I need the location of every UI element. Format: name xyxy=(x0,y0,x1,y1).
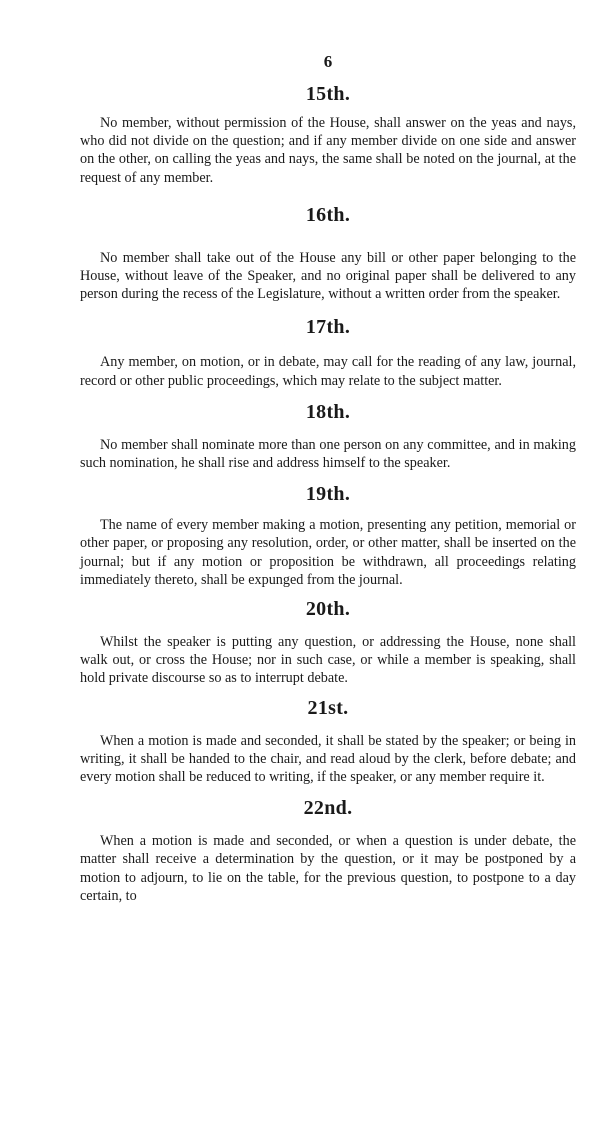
rule-17 xyxy=(80,315,576,389)
document-page xyxy=(80,52,576,905)
rule-heading: 17th. xyxy=(305,316,351,339)
rule-heading: 22nd. xyxy=(303,797,353,820)
rule-15 xyxy=(80,82,576,187)
rule-20 xyxy=(80,597,576,688)
rule-heading: 19th. xyxy=(305,483,351,506)
page-number: 6 xyxy=(323,52,333,71)
rule-heading: 16th. xyxy=(305,203,351,226)
rule-heading: 18th. xyxy=(305,400,351,423)
rule-text: No member shall nominate more than one person on any committee, and in making such nomination, he shall rise and address himself to the speaker. xyxy=(80,436,576,472)
rule-text: The name of every member making a motion, presenting any petition, memorial or other paper, or proposing any resolution, order, or other matter, shall be inserted on the journal; but if any motion or proposition be withdrawn, all proceedings relating immediately thereto, shall be expunged from the journal. xyxy=(80,517,576,588)
rule-text: When a motion is made and seconded, or when a question is under debate, the matter shall receive a determination by the question, or it may be postponed by a motion to adjourn, to lie on the table, for the previous question, to postpone to a day certain, to xyxy=(80,833,576,904)
rule-text: Whilst the speaker is putting any question, or addressing the House, none shall walk out, or cross the House; nor in such case, or while a member is speaking, shall hold private discourse so as to interrupt debate. xyxy=(80,634,576,687)
rule-text: No member, without permission of the House, shall answer on the yeas and nays, who did not divide on the question; and if any member divide on one side and answer on the other, on calling the yeas and nays, the same shall be noted on the journal, at the request of any member. xyxy=(80,115,576,186)
rule-heading: 15th. xyxy=(305,83,351,105)
rule-text: When a motion is made and seconded, it shall be stated by the speaker; or being in writing, it shall be handed to the chair, and read aloud by the clerk, before debate; and every motion shall be reduced to writing, if the speaker, or any member require it. xyxy=(80,732,576,786)
rule-21 xyxy=(80,696,576,787)
rule-heading: 20th. xyxy=(305,598,351,621)
rule-19 xyxy=(80,482,576,589)
rule-text: No member shall take out of the House any bill or other paper belonging to the House, without leave of the Speaker, and no original paper shall be delivered to any person during the recess of the Legislature, without a written order from the speaker. xyxy=(80,249,576,303)
rule-22 xyxy=(80,796,576,905)
rule-18 xyxy=(80,400,576,472)
rule-heading: 21st. xyxy=(307,696,349,719)
rule-16 xyxy=(80,203,576,304)
rule-text: Any member, on motion, or in debate, may call for the reading of any law, journal, record or other public proceedings, which may relate to the subject matter. xyxy=(80,354,576,389)
